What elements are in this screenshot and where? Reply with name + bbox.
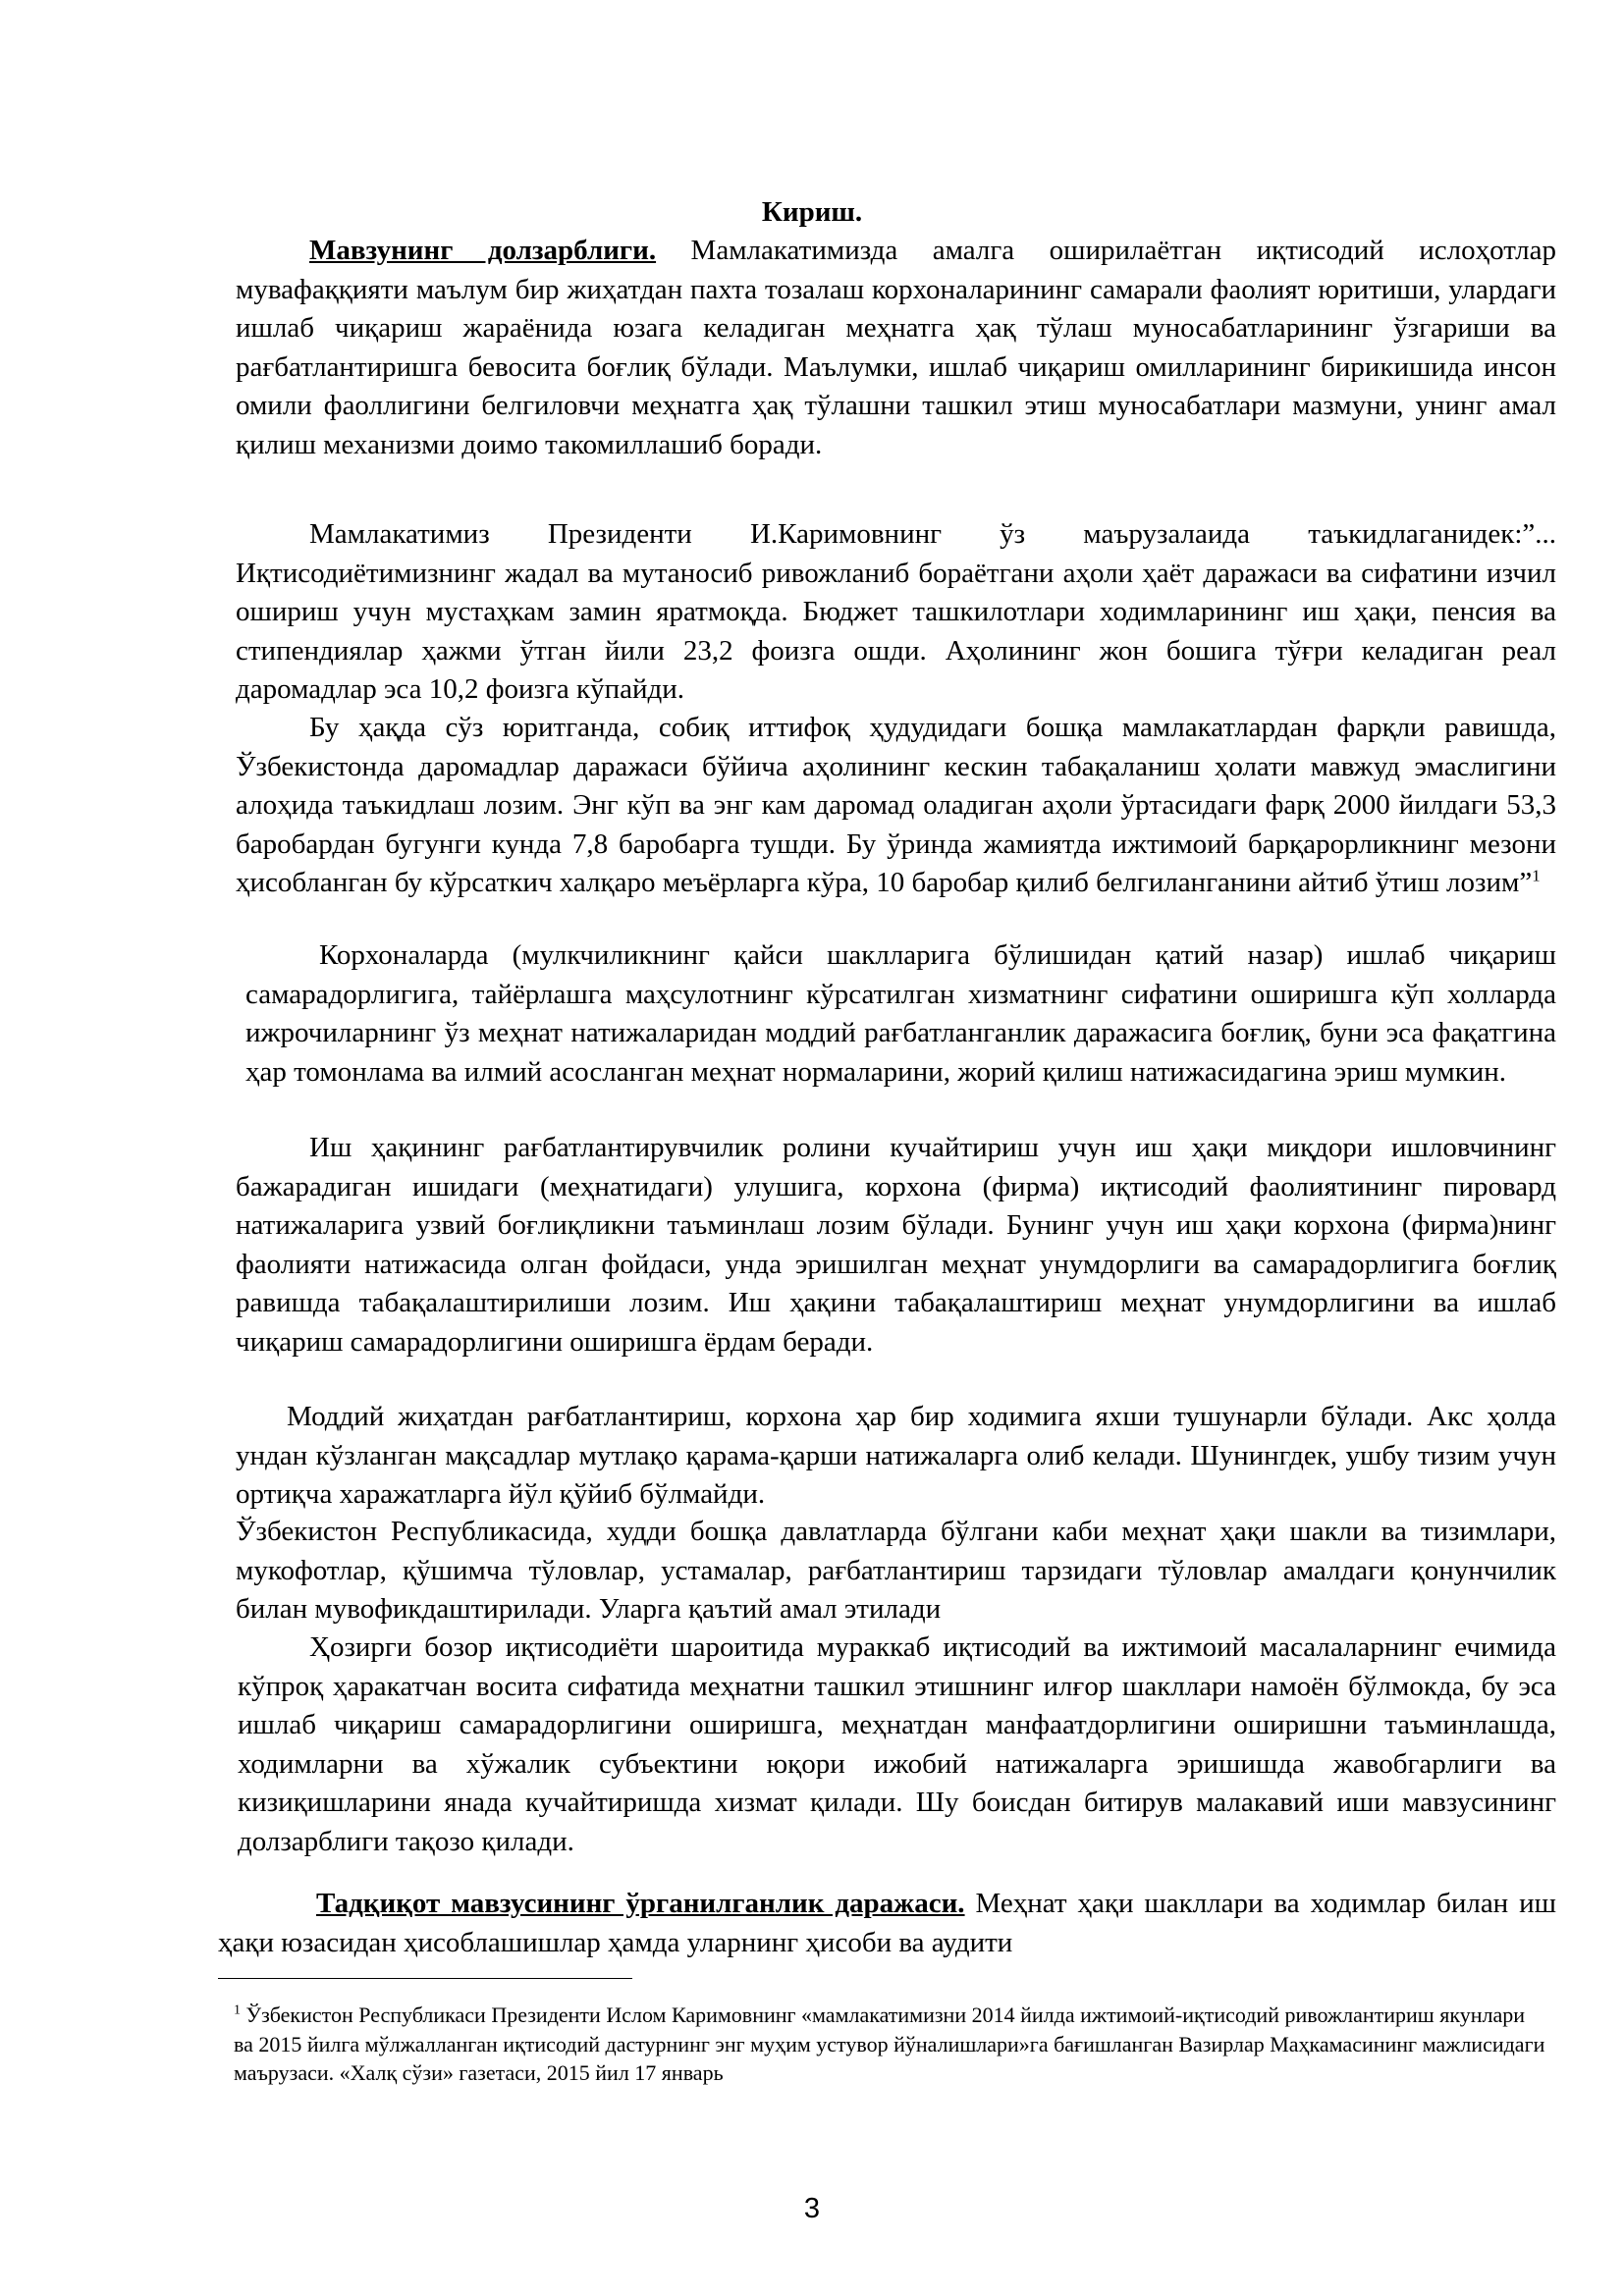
research-degree-title: Тадқиқот мавзусининг ўрганилганлик даражаси. bbox=[316, 1888, 965, 1919]
paragraph-market-economy: Ҳозирги бозор иқтисодиёти шароитида мураккаб иқтисодий ва ижтимоий масалаларнинг ечимида кўпроқ ҳаракатчан восита сифатида меҳнатни ташкил этишнинг илғор шакллари намоён бўлмокда, бу эса ишлаб чиқариш самарадорлигини оширишга, меҳнатдан манфаатдорлигини оширишни таъминлашда, ходимларни ва хўжалик субъектини юқори ижобий натижаларга эришишда жавобгарлиги ва кизиқишларини янада кучайтиришда хизмат қилади. Шу боисдан битирув малакавий иши мавзусининг долзарблиги тақозо қилади. bbox=[238, 1631, 1556, 1857]
relevance-title: Мавзунинг долзарблиги. bbox=[309, 235, 657, 266]
paragraph-president-quote: Мамлакатимиз Президенти И.Каримовнинг ўз маърузалаида таъкидлаганидек:”... Иқтисодиётимизнинг жадал ва мутаносиб ривожланиб бораётгани аҳоли ҳаёт даражаси ва сифатини изчил ошириш учун мустаҳкам замин яратмоқда. Бюджет ташкилотлари ходимларининг иш ҳақи, пенсия ва стипендиялар ҳажми ўтган йили 23,2 фоизга ошди. Аҳолининг жон бошига тўғри келадиган реал даромадлар эса 10,2 фоизга кўпайди. bbox=[236, 518, 1556, 705]
paragraph-enterprises: Корхоналарда (мулкчиликнинг қайси шаклларига бўлишидан қатий назар) ишлаб чиқариш самарадорлигига, тайёрлашга маҳсулотнинг кўрсатилган хизматнинг сифатини оширишга кўп холларда ижрочиларнинг ўз меҳнат натижаларидан моддий рағбатланганлик даражасига боғлиқ, буни эса фақатгина ҳар томонлама ва илмий асосланган меҳнат нормаларини, жорий қилиш натижасидагина эриш мумкин. bbox=[245, 939, 1556, 1088]
page-number: 3 bbox=[803, 2193, 821, 2224]
paragraph-wage-role: Иш ҳақининг рағбатлантирувчилик ролини кучайтириш учун иш ҳақи миқдори ишловчининг бажарадиган ишидаги (меҳнатидаги) улушига, корхона (фирма) иқтисодий фаолиятининг пировард натижаларига узвий боғлиқликни таъминлаш лозим бўлади. Бунинг учун иш ҳақи корхона (фирма)нинг фаолияти натижасида олган фойдаси, унда эришилган меҳнат унумдорлиги ва самарадорлигига боғлиқ равишда табақалаштирилиши лозим. Иш ҳақини табақалаштириш меҳнат унумдорлигини ва ишлаб чиқариш самарадорлигини оширишга ёрдам беради. bbox=[236, 1132, 1556, 1358]
income-text: Бу ҳақда сўз юритганда, собиқ иттифоқ ҳудудидаги бошқа мамлакатлардан фарқли равишда, Ўзбекистонда даромадлар даражаси бўйича аҳолининг кескин табақаланиш ҳолати мавжуд эмаслигини алоҳида таъкидлаш лозим. Энг кўп ва энг кам даромад оладиган аҳоли ўртасидаги фарқ 2000 йилдаги 53,3 баробардан бугунги кунда 7,8 баробарга тушди. Бу ўринда жамиятда ижтимоий барқарорликнинг мезони ҳисобланган бу кўрсаткич халқаро меъёрларга кўра, 10 баробар қилиб белгиланганини айтиб ўтиш лозим” bbox=[236, 712, 1556, 898]
paragraph-uzbekistan-law: Ўзбекистон Республикасида, худди бошқа давлатларда бўлгани каби меҳнат ҳақи шакли ва тизимлари, мукофотлар, қўшимча тўловлар, устамалар, рағбатлантириш тарзидаги тўловлар амалдаги қонунчилик билан мувофикдаштирилади. Уларга қаътий амал этилади bbox=[236, 1516, 1556, 1625]
paragraph-relevance bbox=[236, 232, 1556, 464]
research-degree-text: Меҳнат ҳақи шакллари ва ходимлар билан иш ҳақи юзасидан ҳисоблашишлар ҳамда уларнинг ҳисоби ва аудити bbox=[218, 1888, 1556, 1958]
footnote-reference: 1 bbox=[1532, 866, 1541, 885]
footnote-separator bbox=[218, 1978, 632, 1979]
paragraph-research-degree bbox=[218, 1885, 1556, 1962]
paragraph-material-incentive: Моддий жиҳатдан рағбатлантириш, корхона ҳар бир ходимига яхши тушунарли бўлади. Акс ҳолда ундан кўзланган мақсадлар мутлақо қарама-қарши натижаларга олиб келади. Шунингдек, ушбу тизим учун ортиқча харажатларга йўл қўйиб бўлмайди. bbox=[236, 1401, 1556, 1510]
footnote bbox=[234, 2001, 1549, 2088]
paragraph-income-comparison bbox=[236, 709, 1556, 903]
footnote-marker: 1 bbox=[234, 2002, 241, 2018]
footnote-text: Ўзбекистон Республикаси Президенти Ислом Каримовнинг «мамлакатимизни 2014 йилда ижтимоий-иқтисодий ривожлантириш якунлари ва 2015 йилга мўлжалланган иқтисодий дастурнинг энг муҳим устувор йўналишлари»га бағишланган Вазирлар Маҳкамасининг мажлисидаги маърузаси. «Халқ сўзи» газетаси, 2015 йил 17 январь bbox=[234, 2002, 1545, 2085]
section-heading: Кириш. bbox=[761, 196, 863, 228]
relevance-text: Мамлакатимизда амалга оширилаётган иқтисодий ислоҳотлар мувафаққияти маълум бир жиҳатдан пахта тозалаш корхоналарининг самарали фаолият юритиши, улардаги ишлаб чиқариш жараёнида юзага келадиган меҳнатга ҳақ тўлаш муносабатларининг ўзгариши ва рағбатлантиришга бевосита боғлиқ бўлади. Маълумки, ишлаб чиқариш омилларининг бирикишида инсон омили фаоллигини белгиловчи меҳнатга ҳақ тўлашни ташкил этиш муносабатлари мазмуни, унинг амал қилиш механизми доимо такомиллашиб боради. bbox=[236, 235, 1556, 460]
